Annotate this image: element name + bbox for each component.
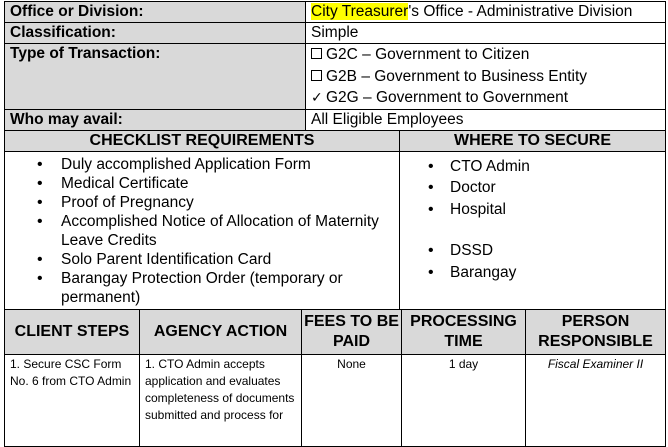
checklist-item: • Barangay Protection Order (temporary or permanent) [37, 269, 391, 307]
transaction-option-g2b [311, 66, 660, 88]
agency-action-cell: 1. CTO Admin accepts application and evaluates completeness of documents submitted and process for [140, 354, 302, 446]
office-highlight: City Treasurer [311, 3, 409, 20]
checkbox-empty-icon [311, 70, 322, 81]
agency-action-header: AGENCY ACTION [140, 309, 302, 354]
option-text: G2C – Government to Citizen [326, 46, 530, 63]
transaction-option-g2g [311, 87, 660, 109]
checkmark-icon: ✓ [311, 89, 323, 105]
where-item: • CTO Admin [428, 156, 657, 178]
classification-value: Simple [306, 23, 666, 44]
checklist-item: • Solo Parent Identification Card [37, 250, 391, 269]
processing-time-header: PROCESSING TIME [402, 309, 526, 354]
where-cell [400, 151, 666, 309]
fees-header: FEES TO BE PAID [302, 309, 402, 354]
classification-row [5, 23, 666, 44]
where-list [400, 152, 665, 286]
person-responsible-cell: Fiscal Examiner II [526, 354, 666, 446]
transaction-option-g2c [311, 44, 660, 66]
fees-cell: None [302, 354, 402, 446]
where-header: WHERE TO SECURE [400, 130, 666, 151]
office-row [5, 2, 666, 23]
citizens-charter-document [4, 1, 665, 447]
checklist-item: • Accomplished Notice of Allocation of Maternity Leave Credits [37, 212, 391, 250]
where-item: • Hospital [428, 199, 657, 221]
requirements-table [4, 130, 666, 310]
client-step-cell: 1. Secure CSC Form No. 6 from CTO Admin [5, 354, 140, 446]
office-label: Office or Division: [5, 2, 306, 23]
requirements-header-row [5, 130, 666, 151]
checklist-item: • Duly accomplished Application Form [37, 155, 391, 174]
transaction-row [5, 44, 666, 110]
avail-value: All Eligible Employees [306, 109, 666, 130]
person-responsible-header: PERSON RESPONSIBLE [526, 309, 666, 354]
processing-time-cell: 1 day [402, 354, 526, 446]
transaction-options [306, 44, 666, 110]
service-info-table [4, 1, 666, 131]
checklist-cell [5, 151, 400, 309]
office-rest: 's Office - Administrative Division [408, 3, 633, 20]
option-text: G2B – Government to Business Entity [326, 67, 588, 85]
avail-label: Who may avail: [5, 109, 306, 130]
where-item: • Doctor [428, 177, 657, 199]
checkbox-empty-icon [311, 48, 322, 59]
requirements-body-row [5, 151, 666, 309]
checklist-list [5, 152, 399, 309]
where-item: • DSSD [428, 240, 657, 262]
checklist-header: CHECKLIST REQUIREMENTS [5, 130, 400, 151]
where-item: • Barangay [428, 262, 657, 284]
checklist-item: • Medical Certificate [37, 174, 391, 193]
checklist-item: • Proof of Pregnancy [37, 193, 391, 212]
avail-row [5, 109, 666, 130]
client-steps-header: CLIENT STEPS [5, 309, 140, 354]
transaction-label: Type of Transaction: [5, 44, 306, 110]
office-value [306, 2, 666, 23]
classification-label: Classification: [5, 23, 306, 44]
option-text: G2G – Government to Government [326, 89, 569, 106]
steps-header-row [5, 309, 666, 354]
steps-table [4, 309, 666, 447]
step-row [5, 354, 666, 446]
